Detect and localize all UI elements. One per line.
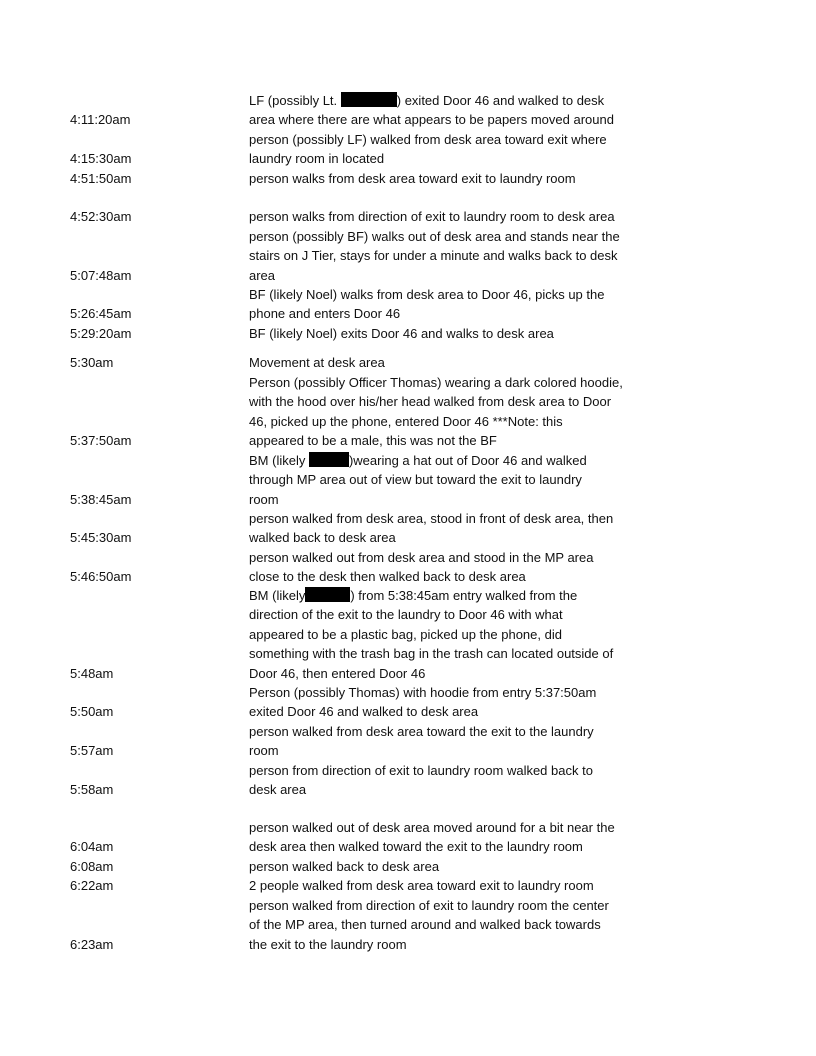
line-text: person (possibly BF) walks out of desk area and stands near the [249,229,620,244]
entry-time: 5:29:20am [70,326,132,341]
entry-description [249,548,649,587]
description-line [249,664,649,683]
line-text: area where there are what appears to be papers moved around [249,112,614,128]
line-text: desk area then walked toward the exit to the laundry room [249,839,583,855]
line-text: appeared to be a plastic bag, picked up the phone, did [249,626,562,642]
description-line [249,818,649,837]
description-line [249,722,649,741]
entry-time: 4:52:30am [70,209,132,224]
entry-description [249,586,649,683]
entry-time: 5:30am [70,355,114,370]
description-line [249,896,649,915]
line-text: Person (possibly Thomas) with hoodie from entry 5:37:50am [249,685,597,700]
entry-description [249,169,649,188]
description-line [249,110,649,129]
redaction-block [305,587,350,602]
redaction-block [341,92,397,107]
entry-time: 6:23am [70,936,114,952]
entry-description [249,683,649,722]
description-line [249,130,649,149]
description-line [249,761,649,780]
entry-time: 5:45:30am [70,530,132,546]
line-text: area [249,267,276,283]
description-line [249,470,649,489]
line-text: direction of the exit to the laundry to Door 46 with what [249,607,563,623]
entry-description [249,207,649,226]
entry-description [249,353,649,372]
entry-time: 5:46:50am [70,569,132,585]
description-line [249,915,649,934]
entry-time: 5:38:45am [70,491,132,507]
line-text: person from direction of exit to laundry room walked back to [249,763,593,778]
entry-time: 6:04am [70,839,114,855]
description-line [249,509,649,528]
description-line [249,207,649,226]
description-line [249,246,649,265]
entry-time: 5:07:48am [70,267,132,283]
line-text: ) exited Door 46 and walked to desk [396,93,605,108]
entry-time: 5:57am [70,743,114,759]
line-text: ) from 5:38:45am entry walked from the [350,588,578,603]
entry-time: 4:11:20am [70,112,131,128]
line-text: exited Door 46 and walked to desk area [249,704,479,720]
redaction-block [309,452,349,467]
description-line [249,548,649,567]
entry-time: 4:51:50am [70,171,132,186]
line-text: phone and enters Door 46 [249,306,401,322]
entry-description [249,91,649,130]
line-text: person walked back to desk area [249,859,440,874]
description-line [249,567,649,586]
entry-description [249,373,649,451]
description-line [249,644,649,663]
entry-description [249,324,649,343]
entry-description [249,722,649,761]
line-text: person walked from desk area, stood in front of desk area, then [249,511,614,526]
description-line [249,702,649,721]
line-text: )wearing a hat out of Door 46 and walked [348,453,587,468]
description-line [249,935,649,954]
entry-description [249,227,649,285]
description-line [249,490,649,509]
description-line [249,266,649,285]
line-text: 2 people walked from desk area toward exit to laundry room [249,878,594,893]
line-text: room [249,743,279,759]
description-line [249,586,649,605]
entry-description [249,876,649,895]
entry-time: 6:08am [70,859,114,874]
line-text: BF (likely Noel) walks from desk area to Door 46, picks up the [249,287,605,302]
entry-time: 4:15:30am [70,151,132,167]
description-line [249,876,649,895]
line-text: with the hood over his/her head walked from desk area to Door [249,394,612,410]
entry-description [249,285,649,324]
description-line [249,169,649,188]
line-text: of the MP area, then turned around and walked back towards [249,917,601,933]
description-line [249,625,649,644]
line-text: something with the trash bag in the trash can located outside of [249,646,614,662]
line-text: close to the desk then walked back to desk area [249,569,526,585]
line-text: Movement at desk area [249,355,385,370]
entry-description [249,818,649,857]
entry-description [249,130,649,169]
line-text: BM (likely [249,453,309,468]
line-text: desk area [249,782,307,798]
entry-time: 5:50am [70,704,114,720]
entry-description [249,761,649,800]
line-text: person (possibly LF) walked from desk area toward exit where [249,132,607,147]
description-line [249,373,649,392]
line-text: laundry room in located [249,151,385,167]
description-line [249,412,649,431]
line-text: person walks from direction of exit to laundry room to desk area [249,209,615,224]
entry-time: 6:22am [70,878,114,893]
description-line [249,780,649,799]
entry-time: 5:58am [70,782,114,798]
line-text: the exit to the laundry room [249,936,407,952]
line-text: person walked out of desk area moved around for a bit near the [249,820,615,835]
line-text: room [249,491,279,507]
description-line [249,285,649,304]
line-text: LF (possibly Lt. [249,93,341,108]
description-line [249,857,649,876]
entry-description [249,857,649,876]
line-text: Person (possibly Officer Thomas) wearing a dark colored hoodie, [249,375,623,390]
description-line [249,353,649,372]
description-line [249,528,649,547]
entry-description [249,451,649,509]
description-line [249,837,649,856]
description-line [249,392,649,411]
entry-description [249,896,649,954]
entry-time: 5:37:50am [70,433,132,449]
description-line [249,227,649,246]
line-text: appeared to be a male, this was not the BF [249,433,497,449]
description-line [249,741,649,760]
line-text: Door 46, then entered Door 46 [249,665,426,681]
description-line [249,605,649,624]
line-text: BM (likely [249,588,306,603]
entry-time: 5:26:45am [70,306,132,322]
description-line [249,324,649,343]
line-text: 46, picked up the phone, entered Door 46 ***Note: this [249,413,563,429]
description-line [249,304,649,323]
line-text: BF (likely Noel) exits Door 46 and walks to desk area [249,326,554,341]
line-text: stairs on J Tier, stays for under a minute and walks back to desk [249,248,618,264]
line-text: person walked from desk area toward the exit to the laundry [249,724,594,739]
description-line [249,149,649,168]
description-line [249,451,649,470]
line-text: person walked out from desk area and stood in the MP area [249,550,594,565]
description-line [249,431,649,450]
description-line [249,683,649,702]
line-text: walked back to desk area [249,530,396,546]
line-text: through MP area out of view but toward the exit to laundry [249,472,582,488]
description-line [249,91,649,110]
line-text: person walks from desk area toward exit to laundry room [249,171,576,186]
line-text: person walked from direction of exit to laundry room the center [249,898,609,913]
entry-description [249,509,649,548]
entry-time: 5:48am [70,665,114,681]
